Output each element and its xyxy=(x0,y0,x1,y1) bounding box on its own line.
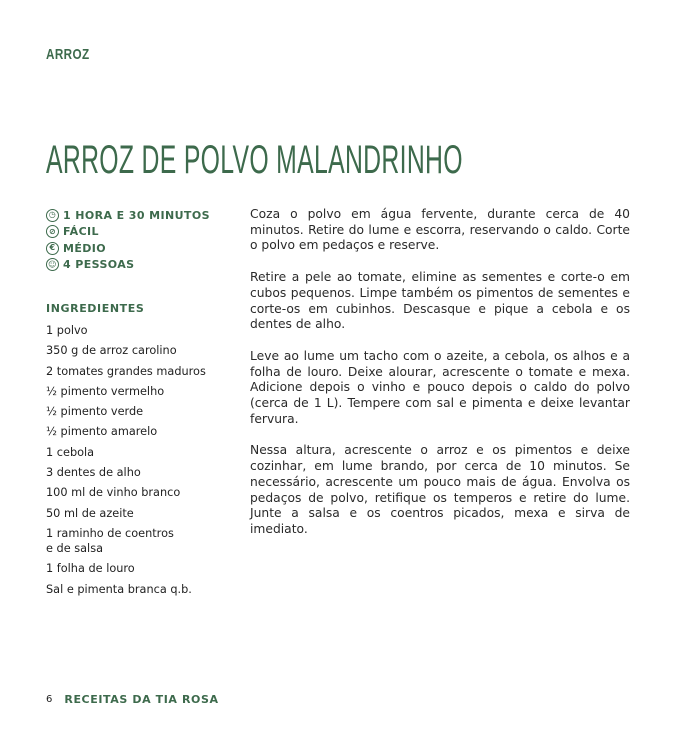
step-paragraph: Nessa altura, acrescente o arroz e os pimentos e deixe cozinhar, em lume brando, por cerca de 10 minutos. Se necessário, acrescente um pouco mais de água. Envolva os pedaços de polvo, retifique os temperos e retire do lume. Junte a salsa e os coentros picados, mexa e sirva de imediato. xyxy=(250,443,630,536)
meta-difficulty xyxy=(46,224,210,241)
meta-difficulty-text: FÁCIL xyxy=(63,225,99,239)
step-paragraph: Leve ao lume um tacho com o azeite, a cebola, os alhos e a folha de louro. Deixe alourar, acrescente o tomate e mexa. Adicione depois o vinho e pouco depois o caldo do polvo (cerca de 1 L). Tempere com sal e pimenta e deixe levantar fervura. xyxy=(250,348,630,426)
ingredient-item: 1 polvo xyxy=(46,324,88,337)
book-title: RECEITAS DA TIA ROSA xyxy=(64,693,219,706)
ingredient-item: ½ pimento amarelo xyxy=(46,425,158,439)
recipe-meta xyxy=(46,207,210,273)
step-paragraph: Retire a pele ao tomate, elimine as sementes e corte-o em cubos pequenos. Limpe também os pimentos de sementes e corte-os em cubinhos. Descasque e pique a cebola e os dentes de alho. xyxy=(250,270,630,332)
clock-icon: ◷ xyxy=(46,209,59,222)
meta-servings xyxy=(46,257,210,274)
ingredient-item: 2 tomates grandes maduros xyxy=(46,364,206,378)
preparation-steps xyxy=(250,207,630,554)
meta-cost-text: MÉDIO xyxy=(63,241,107,255)
ingredient-item: 350 g de arroz carolino xyxy=(46,344,177,358)
meta-time xyxy=(46,207,210,224)
ingredient-item: 1 raminho de coentros e de salsa xyxy=(46,526,174,555)
step-paragraph: Coza o polvo em água fervente, durante cerca de 40 minutos. Retire do lume e escorra, reservando o caldo. Corte o polvo em pedaços e reserve. xyxy=(250,207,630,253)
ingredient-item: ½ pimento verde xyxy=(46,405,144,419)
meta-servings-text: 4 PESSOAS xyxy=(63,258,135,272)
ingredient-item: 50 ml de azeite xyxy=(46,506,134,520)
section-label: ARROZ xyxy=(46,46,90,63)
ingredients-section xyxy=(46,302,236,602)
euro-icon: € xyxy=(46,242,59,255)
meta-cost xyxy=(46,240,210,257)
ingredient-item: 1 cebola xyxy=(46,445,95,459)
recipe-title: ARROZ DE POLVO MALANDRINHO xyxy=(46,138,463,182)
page-number: 6 xyxy=(46,694,53,705)
ingredient-item: 1 folha de louro xyxy=(46,562,135,576)
page-footer xyxy=(46,693,219,706)
ingredient-item: ½ pimento vermelho xyxy=(46,384,165,398)
meta-time-text: 1 HORA E 30 MINUTOS xyxy=(63,208,210,222)
whisk-icon: ⊘ xyxy=(46,225,59,238)
ingredient-item: Sal e pimenta branca q.b. xyxy=(46,582,192,596)
smiley-icon: ☺ xyxy=(46,258,59,271)
ingredients-heading: INGREDIENTES xyxy=(46,302,145,315)
ingredients-list xyxy=(46,323,236,597)
ingredient-item: 3 dentes de alho xyxy=(46,466,141,480)
ingredient-item: 100 ml de vinho branco xyxy=(46,486,181,500)
